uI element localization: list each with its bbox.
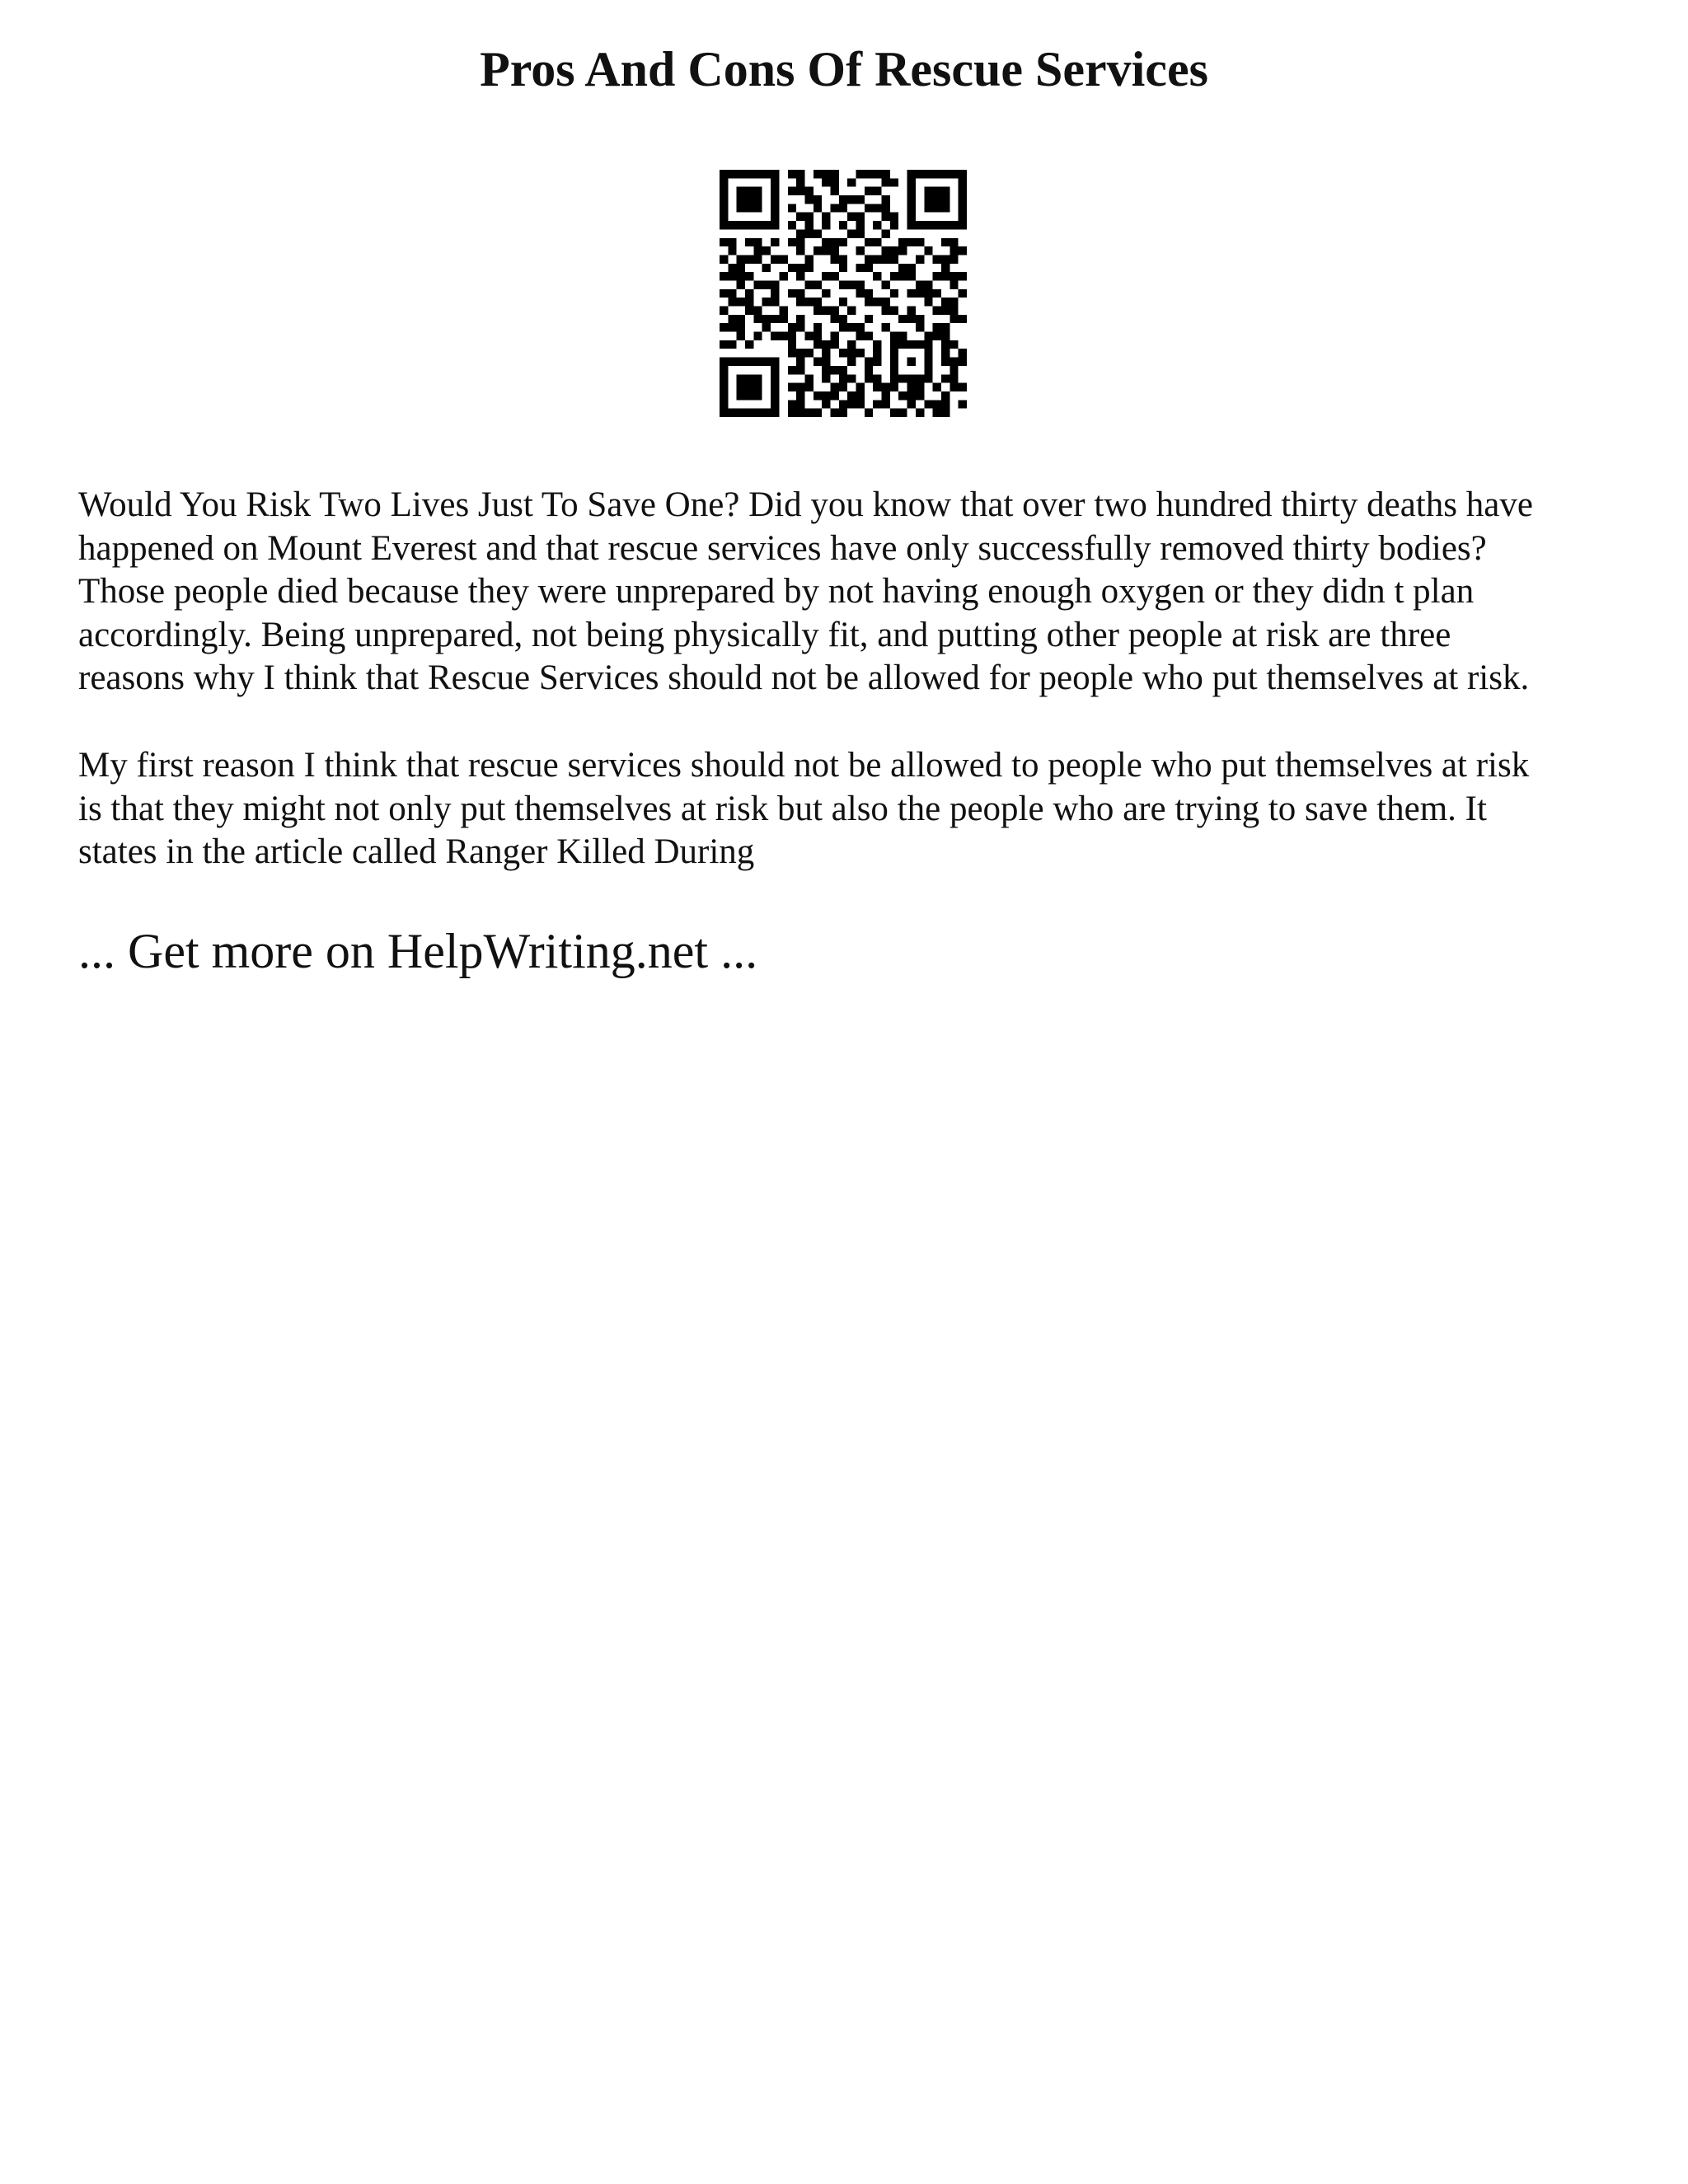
- paragraph-line: Would You Risk Two Lives Just To Save One? Did you know that over two hundred thirty deaths have: [78, 485, 1533, 524]
- paragraph-line: Those people died because they were unprepared by not having enough oxygen or they didn t plan: [78, 572, 1475, 611]
- paragraph-line: My first reason I think that rescue services should not be allowed to people who put themselves at risk: [78, 746, 1530, 785]
- reason-paragraph: [78, 744, 1628, 874]
- page-title: Pros And Cons Of Rescue Services: [480, 42, 1208, 96]
- paragraph-line: reasons why I think that Rescue Services should not be allowed for people who put themselves at risk.: [78, 658, 1530, 697]
- get-more-link[interactable]: ... Get more on HelpWriting.net ...: [78, 924, 758, 978]
- paragraph-line: states in the article called Ranger Killed During: [78, 832, 755, 871]
- intro-paragraph: [78, 484, 1628, 701]
- paragraph-line: is that they might not only put themselves at risk but also the people who are trying to save them. It: [78, 789, 1487, 828]
- qr-code-icon: [720, 170, 967, 417]
- paragraph-line: happened on Mount Everest and that rescue services have only successfully removed thirty bodies?: [78, 528, 1487, 568]
- paragraph-line: accordingly. Being unprepared, not being physically fit, and putting other people at risk are three: [78, 615, 1451, 654]
